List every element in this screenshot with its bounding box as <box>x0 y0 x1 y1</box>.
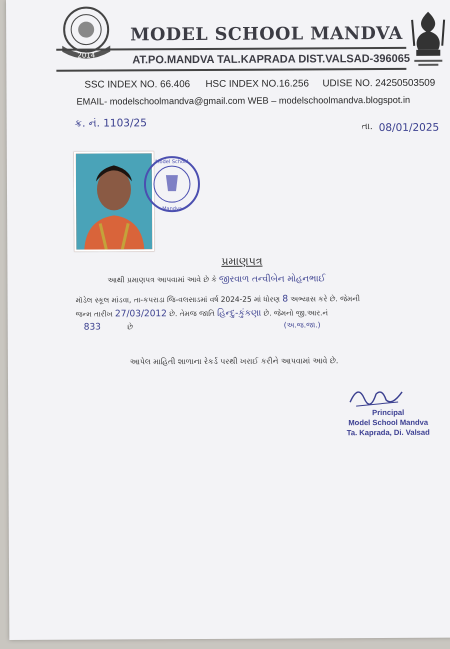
ssc-index: SSC INDEX NO. 66.406 <box>84 79 191 91</box>
certificate-line-2: મૉડેલ સ્કૂલ માંડવા, તા-કપરાડા જિ-વલસાડમાં વર્ષ 2024-25 માં ધોરણ 8 અભ્યાસ કરે છે. જેમની <box>75 294 360 305</box>
issue-date: 08/01/2025 <box>378 121 440 135</box>
caste-category: (અ.જ.જા.) <box>283 320 321 330</box>
certificate-title: પ્રમાણપત્ર <box>221 254 263 268</box>
svg-text:2014: 2014 <box>77 51 96 60</box>
gr-number: 833 <box>83 322 101 333</box>
index-row <box>6 77 450 91</box>
caste: હિન્દુ-કુંકણા <box>217 308 262 319</box>
school-address: AT.PO.MANDVA TAL.KAPRADA DIST.VALSAD-396065 <box>132 52 411 67</box>
school-logo <box>54 5 118 61</box>
svg-text:Mandva: Mandva <box>162 206 182 213</box>
reference-number: ક્ર. નં. 1103/25 <box>74 117 147 130</box>
certificate-line-3: જન્મ તારીખ 27/03/2012 છે. તેમજ જાતિ હિન્દુ-કુંકણા છે. જેમનો જી.આર.નં <box>75 308 329 320</box>
principal-stamp <box>338 408 438 439</box>
principal-location: Ta. Kaprada, Di. Valsad <box>346 427 430 438</box>
certificate-line-1: આથી પ્રમાણપત્ર આપવામાં આવે છે કે જીરવાળ તન્વીબેન મોહનભાઈ <box>107 274 326 285</box>
certificate-line-4: 833 છે <box>83 322 134 333</box>
gujarat-emblem-icon <box>406 6 450 72</box>
contact-line: EMAIL- modelschoolmandva@gmail.com WEB – modelschoolmandva.blogspot.in <box>76 94 411 107</box>
header-rule-bottom <box>56 68 406 71</box>
standard: 8 <box>282 294 289 305</box>
school-seal <box>142 149 202 219</box>
student-name: જીરવાળ તન્વીબેન મોહનભાઈ <box>218 274 326 285</box>
certificate-page <box>6 0 450 640</box>
udise-number: UDISE NO. 24250503509 <box>322 77 436 90</box>
closing-statement: આપેલ માહિતી શાળાના રેકર્ડ પરથી ખરાઈ કરીને આપવામાં આવે છે. <box>129 356 339 367</box>
school-name: MODEL SCHOOL MANDVA <box>130 23 403 46</box>
birth-date: 27/03/2012 <box>114 309 167 320</box>
hsc-index: HSC INDEX NO.16.256 <box>205 78 309 90</box>
svg-text:Model School: Model School <box>155 159 189 166</box>
principal-title: Principal <box>372 407 405 418</box>
date-label: તા. <box>361 122 373 133</box>
principal-school: Model School Mandva <box>348 417 429 428</box>
